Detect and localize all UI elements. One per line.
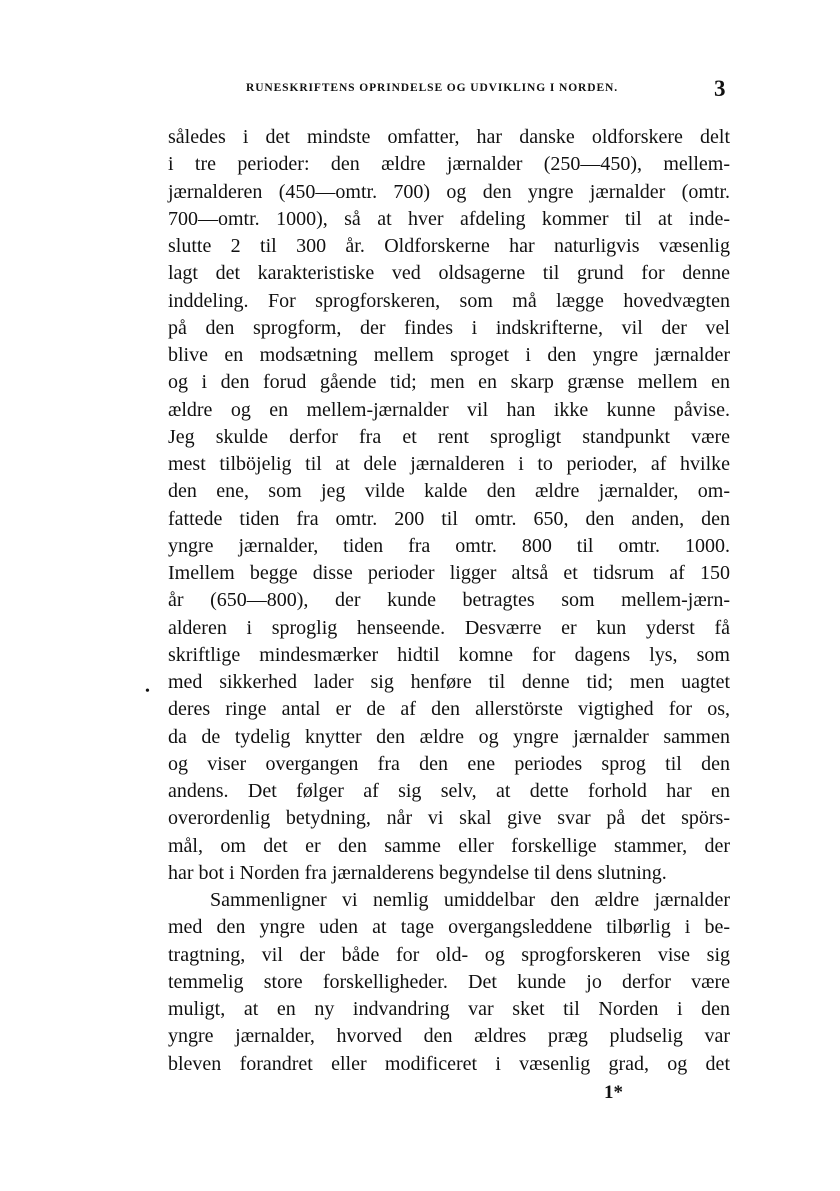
text-line: med sikkerhed lader sig henføre til denne tid; men uagtet bbox=[168, 671, 730, 693]
text-line: bleven forandret eller modificeret i væsenlig grad, og det bbox=[168, 1052, 730, 1075]
text-line: yngre jærnalder, tiden fra omtr. 800 til omtr. 1000. bbox=[168, 534, 730, 557]
text-line: med den yngre uden at tage overgangsleddene tilbørlig i be- bbox=[168, 916, 730, 939]
text-line: temmelig store forskelligheder. Det kunde jo derfor være bbox=[168, 970, 730, 993]
text-line: tragtning, vil der både for old- og sprogforskeren vise sig bbox=[168, 943, 730, 966]
text-line: blive en modsætning mellem sproget i den yngre jærnalder bbox=[168, 344, 730, 366]
text-line: slutte 2 til 300 år. Oldforskerne har naturligvis væsenlig bbox=[168, 235, 730, 257]
text-line: mål, om det er den samme eller forskellige stammer, der bbox=[168, 834, 730, 857]
text-line: overordenlig betydning, når vi skal give svar på det spörs- bbox=[168, 807, 730, 830]
text-line: Imellem begge disse perioder ligger altså et tidsrum af 150 bbox=[168, 562, 730, 584]
text-line: lagt det karakteristiske ved oldsagerne til grund for denne bbox=[168, 262, 730, 285]
margin-mark: • bbox=[145, 684, 150, 699]
text-line: inddeling. For sprogforskeren, som må lægge hovedvægten bbox=[168, 289, 730, 312]
text-line: alderen i sproglig henseende. Desværre er kun yderst få bbox=[168, 616, 730, 639]
text-line: og viser overgangen fra den ene periodes sprog til den bbox=[168, 752, 730, 775]
text-line: da de tydelig knytter den ældre og yngre jærnalder sammen bbox=[168, 725, 730, 748]
paragraph-start-line: Sammenligner vi nemlig umiddelbar den ældre jærnalder bbox=[210, 889, 730, 911]
text-line: 700—omtr. 1000), så at hver afdeling kommer til at inde- bbox=[168, 207, 730, 230]
text-line: Jeg skulde derfor fra et rent sprogligt standpunkt være bbox=[168, 425, 730, 448]
text-line: jærnalderen (450—omtr. 700) og den yngre jærnalder (omtr. bbox=[168, 180, 730, 203]
text-line: mest tilböjelig til at dele jærnalderen i to perioder, af hvilke bbox=[168, 453, 730, 475]
text-line: ældre og en mellem-jærnalder vil han ikke kunne påvise. bbox=[168, 398, 730, 421]
text-line: således i det mindste omfatter, har danske oldforskere delt bbox=[168, 126, 730, 148]
running-head: RUNESKRIFTENS OPRINDELSE OG UDVIKLING I NORDEN. bbox=[246, 82, 619, 94]
text-line: muligt, at en ny indvandring var sket til Norden i den bbox=[168, 998, 730, 1020]
text-line: andens. Det følger af sig selv, at dette forhold har en bbox=[168, 780, 730, 802]
text-line: skriftlige mindesmærker hidtil komne for dagens lys, som bbox=[168, 643, 730, 666]
text-line: år (650—800), der kunde betragtes som mellem-jærn- bbox=[168, 589, 730, 612]
text-line: deres ringe antal er de af den allerstörste vigtighed for os, bbox=[168, 698, 730, 721]
text-line: yngre jærnalder, hvorved den ældres præg pludselig var bbox=[168, 1025, 730, 1048]
text-line: fattede tiden fra omtr. 200 til omtr. 650, den anden, den bbox=[168, 507, 730, 530]
paragraph-end-line: har bot i Norden fra jærnalderens begyndelse til dens slutning. bbox=[168, 861, 667, 884]
page-number: 3 bbox=[714, 76, 726, 101]
signature-mark: 1* bbox=[604, 1082, 623, 1103]
text-line: og i den forud gående tid; men en skarp grænse mellem en bbox=[168, 371, 730, 394]
body-text bbox=[168, 124, 730, 1078]
text-line: den ene, som jeg vilde kalde den ældre jærnalder, om- bbox=[168, 480, 730, 503]
text-line: på den sprogform, der findes i indskrifterne, vil der vel bbox=[168, 316, 730, 339]
text-line: i tre perioder: den ældre jærnalder (250—450), mellem- bbox=[168, 153, 730, 176]
